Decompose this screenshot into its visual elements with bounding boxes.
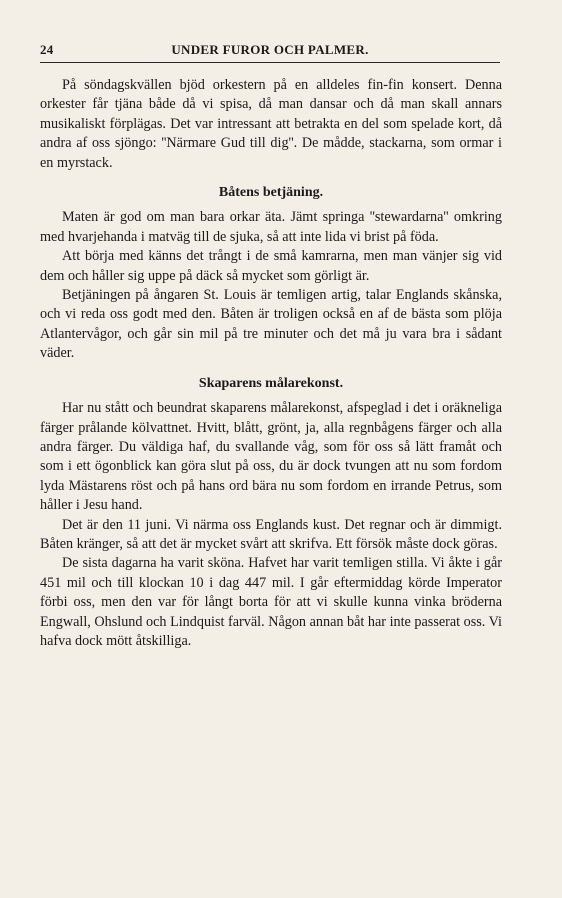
section-heading: Skaparens målarekonst. [198,375,344,391]
paragraph: De sista dagarna ha varit sköna. Hafvet har varit temligen stilla. Vi åkte i går 451 mil och till klockan 10 i dag 447 mil. I går eftermiddag körde Imperator förbi oss, men den var för långt borta för att vi skulle kunna vinka bröderna Engwall, Ohslund och Lindquist farväl. Någon annan båt har inte passerat oss. Vi hafva dock mött åtskilliga. [40,555,502,649]
paragraph: Betjäningen på ångaren St. Louis är temligen artig, talar Englands skånska, och vi reda oss godt med den. Båten är troligen också en af de bästa som plöja Atlantervågor, och går sin mil på tre minuter och det må ju vara bra i sådant väder. [40,287,502,362]
paragraph: Maten är god om man bara orkar äta. Jämt springa ''stewardarna'' omkring med hvarjehanda i matväg till de sjuka, så att inte lida vi brist på föda. [40,209,502,245]
running-title: UNDER FUROR OCH PALMER. [171,42,369,57]
page-body [40,76,502,651]
paragraph: Har nu stått och beundrat skaparens målarekonst, afspeglad i det i oräkneliga färger prålande kölvattnet. Hvitt, blått, grönt, ja, alla regnbågens färger och alla andra färger. Du väldiga haf, du svallande våg, som för oss så lätt framåt och som i ett ögonblick kan göra slut på oss, du är dock tvungen att nu som fordom lyda Mästarens röst och på hans ord bära nu som fordom en irrande Petrus, som håller i Jesu hand. [40,400,502,514]
section-heading: Båtens betjäning. [218,185,324,201]
page-header [40,42,500,60]
paragraph: På söndagskvällen bjöd orkestern på en alldeles fin-fin konsert. Denna orkester får tjäna både då vi spisa, då man dansar och då man skall annars musikaliskt förplägas. Det var intressant att betrakta en del som spelade kort, då andra af oss sjöngo: ''Närmare Gud till dig''. De mådde, stackarna, som ormar i en myrstack. [40,77,502,171]
paragraph: Att börja med känns det trångt i de små kamrarna, men man vänjer sig vid dem och håller sig uppe på däck så mycket som görligt är. [40,248,502,284]
page-number: 24 [40,42,54,57]
paragraph: Det är den 11 juni. Vi närma oss Englands kust. Det regnar och är dimmigt. Båten kränger, så att det är mycket svårt att skrifva. Ett försök måste dock göras. [40,516,502,552]
header-rule [40,62,500,63]
